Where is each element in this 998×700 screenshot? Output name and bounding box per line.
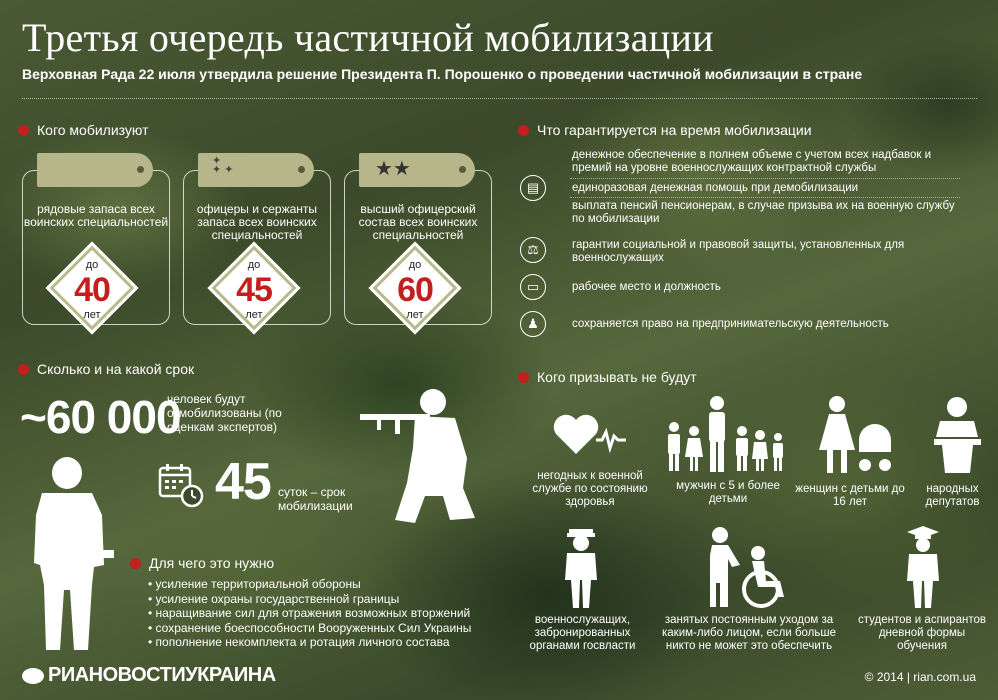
shoulder-strap-icon bbox=[37, 153, 153, 187]
age-value: 45 bbox=[236, 271, 272, 309]
mobilized-count: ~60 000 bbox=[20, 391, 181, 443]
guarantee-item: гарантии социальной и правовой защиты, установленных для военнослужащих bbox=[572, 239, 905, 264]
shoulder-strap-icon: ✦ ✦ ✦ bbox=[198, 153, 314, 187]
section-guarantees-label: Что гарантируется на время мобилизации bbox=[537, 122, 812, 138]
section-exempt-label: Кого призывать не будут bbox=[537, 369, 697, 385]
deputy-podium-icon bbox=[930, 395, 985, 475]
age-prefix: до bbox=[85, 259, 99, 271]
shoulder-strap-icon: ★★ bbox=[359, 153, 475, 187]
serviceman-icon bbox=[563, 525, 599, 610]
kneeling-soldier-icon bbox=[355, 388, 480, 526]
age-suffix: лет bbox=[83, 309, 101, 321]
bullet-dot-icon bbox=[18, 364, 29, 375]
bullet-dot-icon bbox=[518, 372, 529, 383]
section-howmany-heading bbox=[18, 361, 194, 377]
guarantee-item: денежное обеспечение в полнем объеме с учетом всех надбавок и премий на уровне военнослужащих контрактной службы bbox=[572, 149, 932, 174]
exempt-item: народных депутатов bbox=[925, 483, 980, 508]
bullet-dot-icon bbox=[130, 558, 141, 569]
exempt-item: женщин с детьми до 16 лет bbox=[795, 483, 905, 508]
mother-stroller-icon bbox=[815, 395, 895, 475]
guarantee-item: сохраняется право на предпринимательскую деятельность bbox=[572, 318, 889, 330]
mobilized-count-text: человек будут отмобилизованы (по оценкам экспертов) bbox=[167, 392, 282, 434]
guarantee-item: выплата пенсий пенсионерам, в случае призыва их на военную службу по мобилизации bbox=[572, 200, 955, 225]
standing-soldier-icon bbox=[22, 455, 117, 655]
why-item: • усиление охраны государственной границы bbox=[148, 592, 508, 607]
businessman-icon: ♟ bbox=[520, 311, 546, 337]
exempt-item: занятых постоянным уходом за каким-либо лицом, если больше никто не может это обеспечить bbox=[662, 614, 836, 652]
heart-pulse-icon bbox=[552, 410, 627, 460]
student-icon bbox=[905, 525, 941, 610]
money-icon: ▤ bbox=[520, 175, 546, 201]
wheelchair-care-icon bbox=[706, 525, 791, 610]
divider bbox=[570, 178, 960, 179]
bullet-dot-icon bbox=[18, 125, 29, 136]
divider bbox=[570, 197, 960, 198]
age-prefix: до bbox=[408, 259, 422, 271]
page-subtitle: Верховная Рада 22 июля утвердила решение Президента П. Порошенко о проведении частичной мобилизации в стране bbox=[22, 66, 863, 82]
logo-text: РИАНОВОСТИУКРАИНА bbox=[48, 664, 276, 686]
card-privates-text: рядовые запаса всех воинских специальностей bbox=[23, 202, 169, 229]
why-item: • сохранение боеспособности Вооруженных Сил Украины bbox=[148, 621, 508, 636]
age-prefix: до bbox=[247, 259, 261, 271]
copyright: © 2014 | rian.com.ua bbox=[864, 670, 976, 684]
page-title: Третья очередь частичной мобилизации bbox=[22, 15, 714, 60]
header-divider bbox=[22, 98, 977, 99]
calendar-clock-icon bbox=[158, 462, 204, 508]
section-exempt-heading bbox=[518, 369, 697, 385]
why-item: • наращивание сил для отражения возможных вторжений bbox=[148, 606, 508, 621]
ria-novosti-logo bbox=[22, 664, 276, 687]
card-senior-officers-text: высший офицерский состав всех воинских специальностей bbox=[358, 202, 478, 242]
mobilization-days: 45 bbox=[215, 453, 271, 511]
section-why-heading bbox=[130, 555, 274, 571]
exempt-item: негодных к военной службе по состоянию здоровья bbox=[532, 470, 648, 508]
section-why-label: Для чего это нужно bbox=[149, 555, 275, 571]
exempt-item: мужчин с 5 и более детьми bbox=[676, 480, 780, 505]
section-who-label: Кого мобилизуют bbox=[37, 122, 149, 138]
exempt-item: военнослужащих, забронированных органами госвласти bbox=[529, 614, 636, 652]
age-value: 60 bbox=[397, 271, 433, 309]
section-guarantees-heading bbox=[518, 122, 812, 138]
exempt-item: студентов и аспирантов дневной формы обучения bbox=[858, 614, 987, 652]
section-who-heading bbox=[18, 122, 149, 138]
why-list bbox=[148, 577, 508, 650]
mobilization-days-text: суток – срок мобилизации bbox=[278, 485, 353, 513]
scales-icon: ⚖ bbox=[520, 237, 546, 263]
why-item: • пополнение некомплекта и ротация личного состава bbox=[148, 635, 508, 650]
card-officers-text: офицеры и сержанты запаса всех воинских специальностей bbox=[196, 202, 318, 242]
why-item: • усиление территориальной обороны bbox=[148, 577, 508, 592]
section-howmany-label: Сколько и на какой срок bbox=[37, 361, 195, 377]
logo-icon bbox=[22, 668, 44, 684]
age-suffix: лет bbox=[245, 309, 263, 321]
large-family-icon bbox=[662, 395, 792, 475]
guarantee-item: рабочее место и должность bbox=[572, 281, 721, 293]
age-value: 40 bbox=[74, 271, 110, 309]
computer-icon: ▭ bbox=[520, 274, 546, 300]
guarantee-item: единоразовая денежная помощь при демобилизации bbox=[572, 182, 859, 194]
bullet-dot-icon bbox=[518, 125, 529, 136]
age-suffix: лет bbox=[406, 309, 424, 321]
